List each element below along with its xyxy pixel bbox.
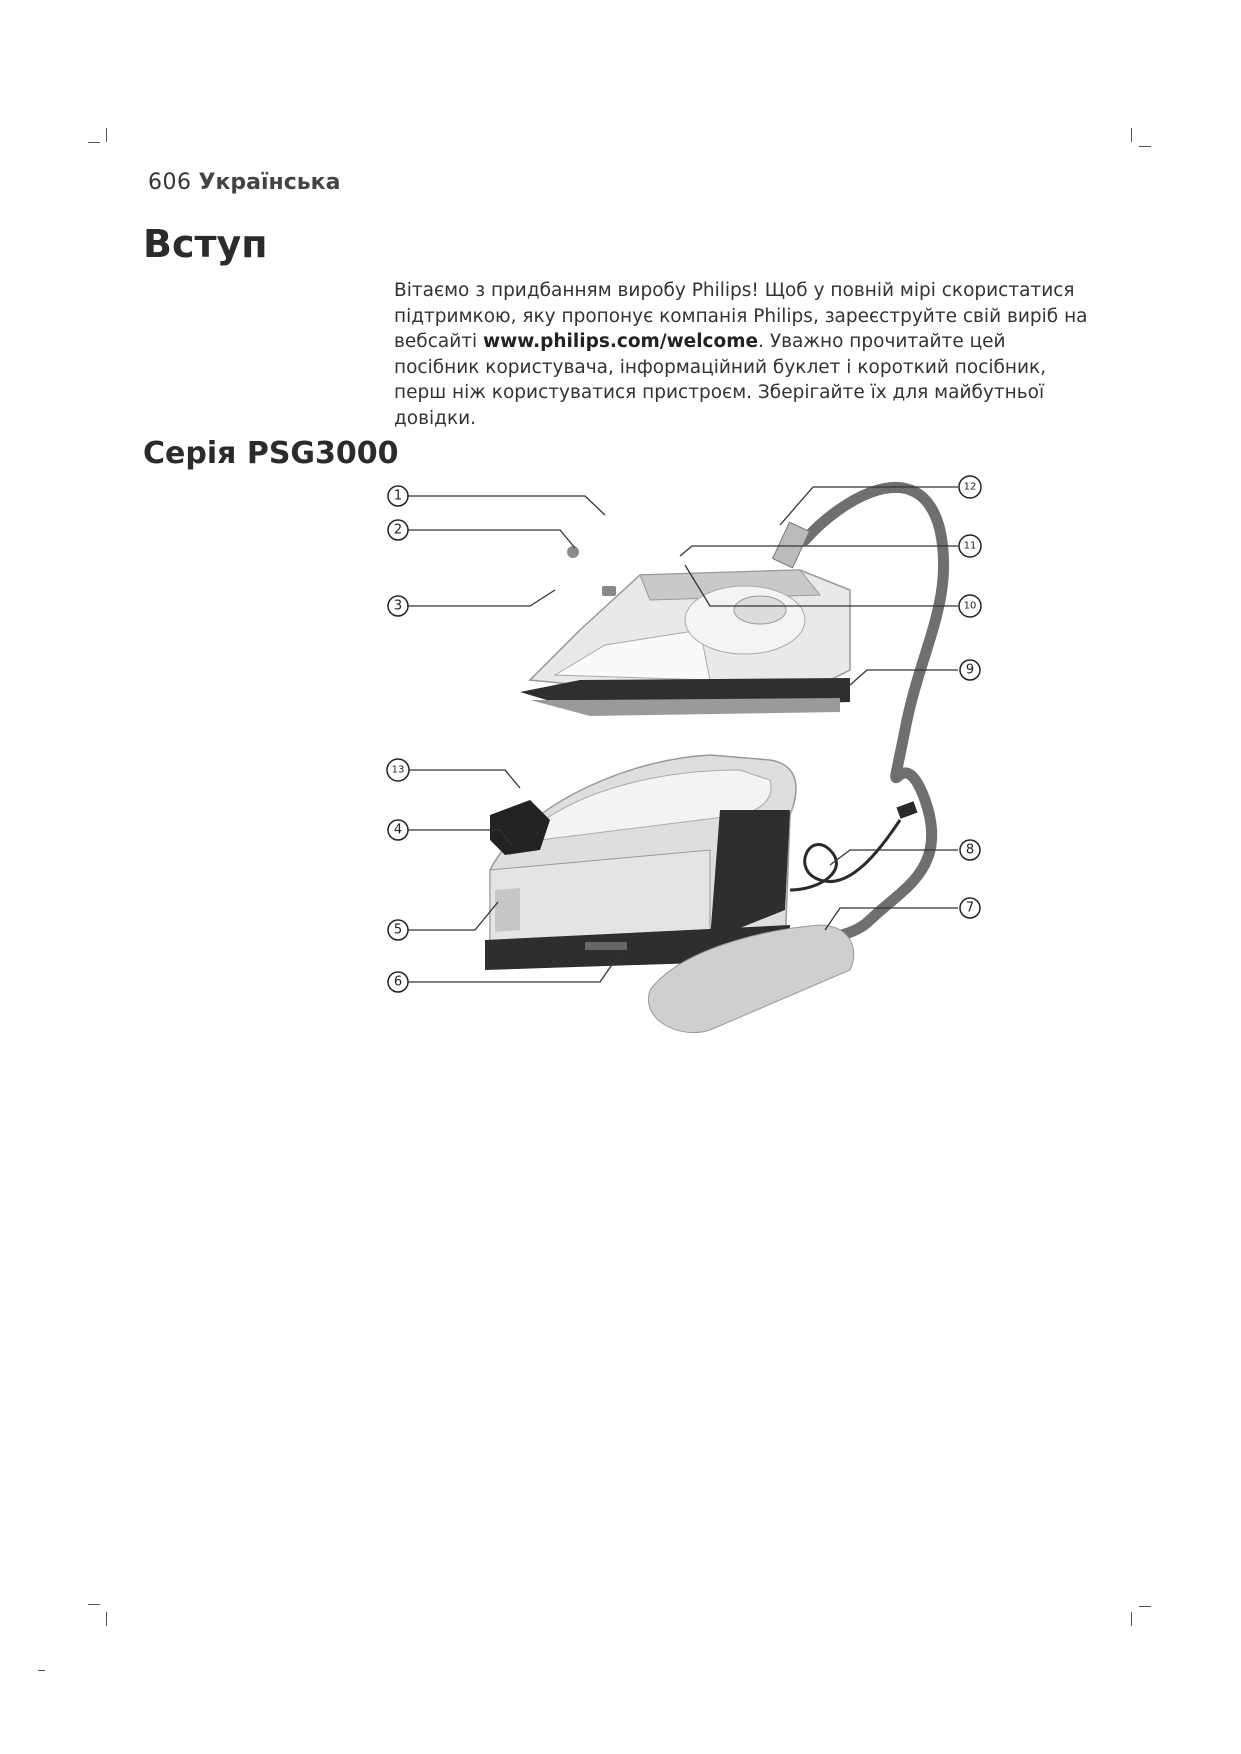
callout-3 [388, 596, 408, 616]
callout-5 [388, 920, 408, 940]
svg-text:7: 7 [965, 900, 975, 916]
svg-text:1: 1 [393, 488, 403, 504]
callout-10 [959, 595, 981, 617]
crop-mark [1131, 128, 1132, 142]
callout-1 [388, 486, 408, 506]
page-language: Українська [198, 170, 341, 195]
power-cord [790, 820, 900, 890]
water-tank-window [495, 888, 520, 932]
philips-welcome-link[interactable]: www.philips.com/welcome [483, 331, 759, 352]
callout-7 [960, 898, 980, 918]
svg-text:5: 5 [393, 922, 403, 938]
intro-paragraph [394, 278, 1094, 431]
crop-mark [38, 1670, 45, 1671]
product-diagram [380, 470, 1110, 1160]
svg-text:13: 13 [391, 764, 405, 776]
callout-4 [388, 820, 408, 840]
callout-6 [388, 972, 408, 992]
callout-11 [959, 535, 981, 557]
section-title: Вступ [143, 222, 268, 266]
release-handle [490, 800, 550, 855]
intro-text: Вітаємо з придбанням виробу Philips! Щоб у повній мірі скористатися підтримкою, яку пропонує компанія Philips, зареєструйте свій виріб на вебсайті [394, 280, 1088, 352]
crop-mark [88, 142, 100, 143]
steam-generator-base [485, 755, 918, 970]
crop-mark [1139, 1606, 1151, 1607]
crop-mark [88, 1604, 100, 1605]
svg-text:8: 8 [965, 842, 975, 858]
steam-iron [520, 546, 850, 716]
callout-2 [388, 520, 408, 540]
svg-text:6: 6 [393, 974, 403, 990]
base-slot [585, 942, 627, 950]
series-title: Серія PSG3000 [143, 436, 399, 471]
supply-hose [790, 487, 944, 940]
svg-text:9: 9 [965, 662, 975, 678]
svg-text:4: 4 [393, 822, 403, 838]
callout-9 [960, 660, 980, 680]
svg-text:3: 3 [393, 598, 403, 614]
crop-mark [106, 1612, 107, 1626]
svg-text:2: 2 [393, 522, 403, 538]
page-number: 606 [148, 170, 192, 195]
callout-8 [960, 840, 980, 860]
svg-text:10: 10 [963, 600, 977, 612]
svg-text:12: 12 [963, 481, 977, 493]
crop-mark [1139, 146, 1151, 147]
steam-trigger [602, 586, 616, 596]
intro-text-continued: . Уважно прочитайте цей посібник користувача, інформаційний буклет і короткий посібник, перш ніж користуватися пристроєм. Зберігайте їх для майбутньої довідки. [394, 331, 1047, 429]
led-indicator [567, 546, 579, 558]
crop-mark [106, 128, 107, 142]
page-header [148, 170, 340, 195]
power-plug [896, 801, 917, 818]
svg-text:11: 11 [963, 540, 977, 552]
callout-13 [387, 759, 409, 781]
crop-mark [1131, 1612, 1132, 1626]
callout-12 [959, 476, 981, 498]
